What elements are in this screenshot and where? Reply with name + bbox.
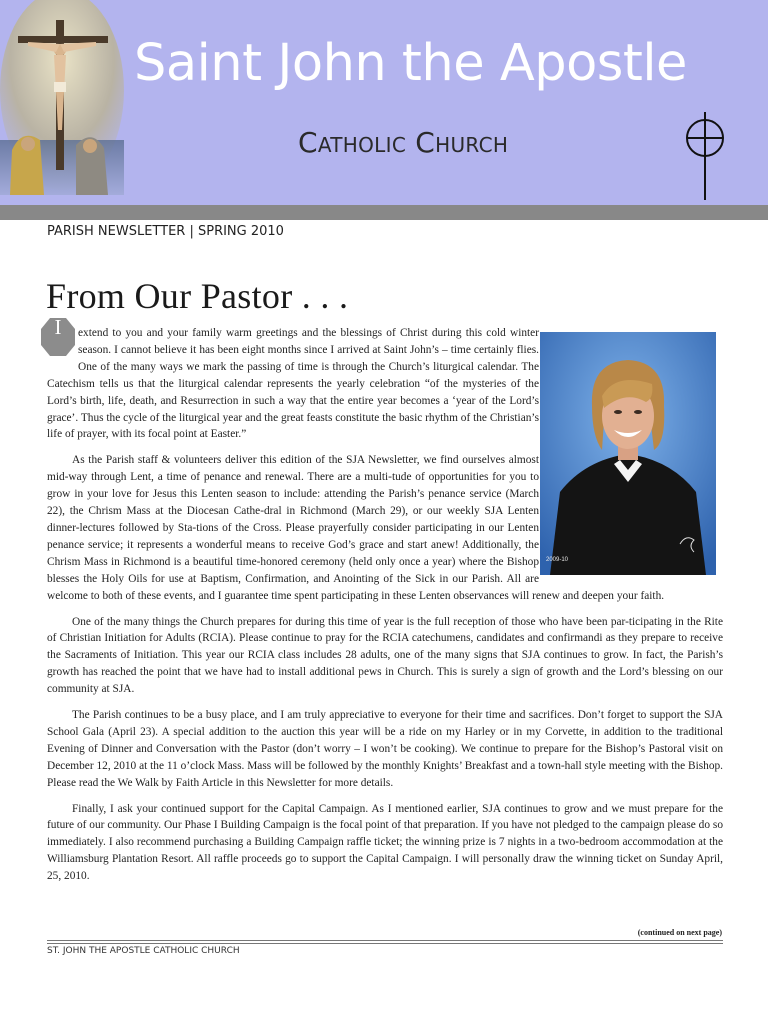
photo-spacer [539, 325, 723, 577]
pastor-letter [47, 315, 723, 894]
church-name-title: Saint John the Apostle [134, 34, 687, 93]
crucifixion-painting [0, 0, 124, 205]
header-divider-bar [0, 205, 768, 220]
footer-text: ST. JOHN THE APOSTLE CATHOLIC CHURCH [47, 946, 240, 956]
continued-note: (continued on next page) [637, 928, 722, 937]
paragraph: As the Parish staff & volunteers deliver this edition of the SJA Newsletter, we find ourselves almost mid-way through Lent, a time of penance and renewal. There are a multi-tude of opportunities for you to grow in your love for Jesus this Lenten season to include: attending the Parish’s penance service (March 22), the Chrism Mass at the Diocesan Cathe-dral in Richmond (March 29), or our weekly SJA Lenten dinner-lectures followed by Sta-tions of the Cross. Please prayerfully consider participating in our Lenten penance service; it represents a wonderful means to receive God’s grace and start anew! Additionally, the Chrism Mass in Richmond is a beautiful time-honored ceremony (held only once a year) where the Bishop blesses the Holy Oils for use at Baptism, Confirmation, and Anointing of the Sick in our Parish. All are welcome to both of these events, and I guarantee time spent participating in these Lenten observances will renew and deepen your faith. [47, 454, 665, 602]
footer-rule [47, 940, 723, 941]
footer-rule [47, 943, 723, 944]
paragraph: Finally, I ask your continued support for the Capital Campaign. As I mentioned earlier, SJA continues to grow and we must prepare for the future of our community. Our Phase I Building Campaign is the focal point of that preparation. If you have not pledged to the campaign please do so immediately. I also recommend purchasing a Building Campaign raffle ticket; the winning prize is 7 nights in a two-bedroom accommodation at the Williamsburg Plantation Resort. All raffle proceeds go to support the Capital Campaign. I will personally draw the winning ticket on Sunday April, 25, 2010. [47, 802, 723, 883]
photo-caption: 2009-10 [546, 557, 569, 563]
masthead-banner [0, 0, 768, 205]
paragraph: The Parish continues to be a busy place, and I am truly appreciative to everyone for their time and sacrifices. Don’t forget to support the SJA School Gala (April 23). A special addition to the auction this year will be a ride on my Harley or in my Corvette, in addition to the traditional Evening of Dinner and Conversation with the Pastor (don’t worry – I won’t be cooking). We continue to prepare for the Bishop’s Pastoral visit on December 12, 2010 at the 11 o’clock Mass. Mass will be followed by the monthly Knights’ Breakfast and a town-hall style meeting with the Bishop. Please read the We Walk by Faith Article in this Newsletter for more details. [47, 709, 723, 789]
drop-cap: I [40, 325, 72, 361]
paragraph: I extend to you and your family warm greetings and the blessings of Christ during this cold winter season. I cannot believe it has been eight months since I arrived at Saint John’s – time certainly flies. One of the many ways we mark the passing of time is through the Church’s liturgical calendar. The Catechism tells us that the liturgical calendar represents the yearly celebration “of the mysteries of the Lord’s birth, life, death, and Resurrection in such a way that the entire year becomes a ‘year of the Lord’s grace’. Thus the cycle of the liturgical year and the great feasts constitute the basic rhythm of the Christian’s life of prayer, with its focal point at Easter.” [47, 325, 723, 443]
church-subtitle: Catholic Church [298, 126, 509, 159]
section-title: From Our Pastor . . . [46, 276, 349, 316]
issue-line: PARISH NEWSLETTER | SPRING 2010 [47, 224, 284, 239]
paragraph: One of the many things the Church prepares for during this time of year is the full reception of those who have been par-ticipating in the Rite of Christian Initiation for Adults (RCIA). Please continue to pray for the RCIA catechumens, candidates and confirmandi as they prepare to receive the Sacraments of Initiation. This year our RCIA class includes 28 adults, one of the many signs that SJA continues to grow. In fact, the Parish’s growth has reached the point that we have had to install additional pews in Church. This is surely a sign of growth and the Lord’s blessing on our community at SJA. [47, 615, 723, 696]
cross-icon [682, 112, 728, 202]
